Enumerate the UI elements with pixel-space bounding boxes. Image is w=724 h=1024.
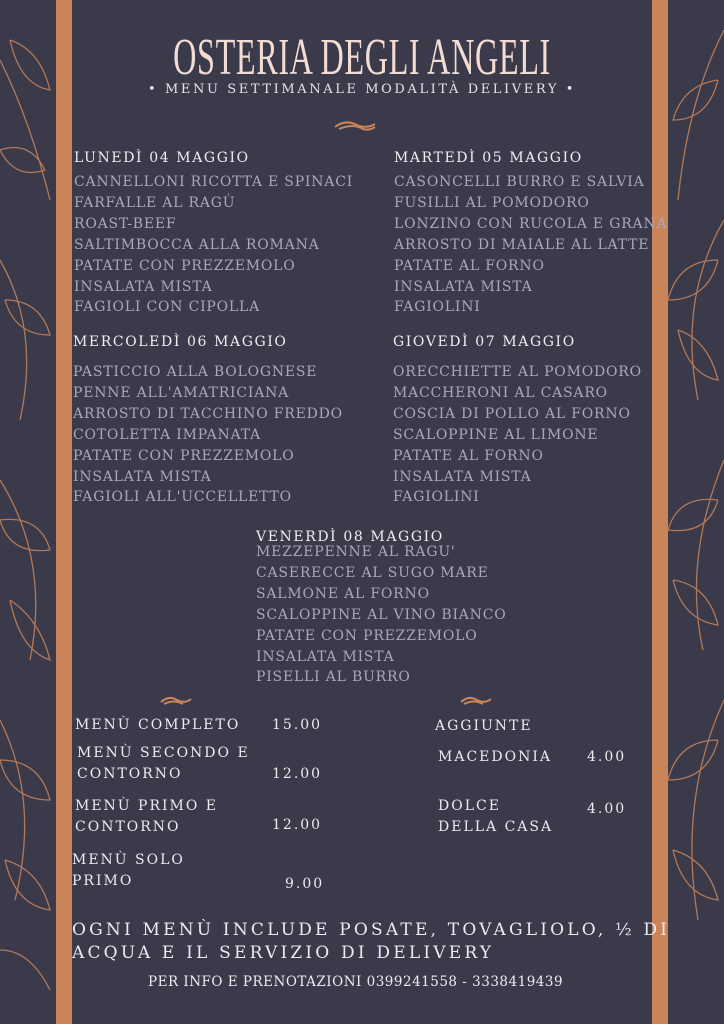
dish: PATATE CON PREZZEMOLO: [256, 627, 478, 644]
dish: ARROSTO DI MAIALE AL LATTE: [394, 236, 650, 253]
macedonia-label: MACEDONIA: [438, 749, 552, 765]
flourish-icon: [159, 695, 193, 707]
dish: PATATE CON PREZZEMOLO: [74, 257, 296, 274]
leaf-pattern-left: [0, 0, 56, 1024]
dish: SALTIMBOCCA ALLA ROMANA: [74, 236, 320, 253]
dish: ROAST-BEEF: [74, 215, 177, 232]
note-line: ACQUA E IL SERVIZIO DI DELIVERY: [72, 943, 495, 963]
label-line: MENÙ PRIMO E: [75, 798, 219, 814]
menu-solo-primo-price: 9.00: [285, 876, 325, 892]
note-line: OGNI MENÙ INCLUDE POSATE, TOVAGLIOLO, ½ DI: [72, 920, 671, 940]
dish: FAGIOLI CON CIPOLLA: [74, 299, 261, 316]
extras-title: AGGIUNTE: [435, 718, 533, 734]
day-title: VENERDÌ 08 MAGGIO: [256, 529, 444, 545]
label-line: PRIMO: [72, 873, 134, 889]
dish: FAGIOLINI: [393, 489, 480, 506]
day-title: MERCOLEDÌ 06 MAGGIO: [73, 334, 288, 350]
dish: PISELLI AL BURRO: [256, 669, 411, 686]
dish: ORECCHIETTE AL POMODORO: [393, 364, 642, 380]
dish: FARFALLE AL RAGÙ: [74, 194, 236, 211]
dish: PENNE ALL'AMATRICIANA: [73, 384, 290, 401]
day-title: LUNEDÌ 04 MAGGIO: [74, 150, 250, 166]
day-title: MARTEDÌ 05 MAGGIO: [394, 150, 583, 166]
menu-primo-label: [75, 796, 218, 838]
label-line: MENÙ SOLO: [72, 852, 185, 868]
dish: INSALATA MISTA: [73, 468, 212, 485]
dish: COSCIA DI POLLO AL FORNO: [393, 405, 631, 422]
contact-info: PER INFO E PRENOTAZIONI 0399241558 - 3338419439: [148, 974, 564, 990]
dish: FAGIOLINI: [394, 299, 481, 316]
label-line: CONTORNO: [75, 819, 181, 835]
dish: SALMONE AL FORNO: [256, 585, 430, 602]
label-line: DELLA CASA: [438, 819, 554, 835]
day-thursday: [393, 334, 642, 508]
dolce-label: [438, 796, 553, 838]
label-line: MENÙ SECONDO E: [77, 745, 250, 761]
day-wednesday: [73, 334, 343, 508]
menu-completo-label: MENÙ COMPLETO: [75, 717, 241, 733]
label-line: DOLCE: [438, 798, 501, 814]
dish: PATATE AL FORNO: [393, 447, 544, 464]
dolce-price: 4.00: [587, 801, 627, 817]
menu-secondo-label: [77, 743, 250, 785]
dish: CASERECCE AL SUGO MARE: [256, 564, 489, 581]
menu-solo-primo-label: [72, 850, 185, 892]
day-tuesday: [394, 150, 667, 318]
restaurant-title: OSTERIA DEGLI ANGELI: [173, 29, 551, 86]
flourish-icon: [333, 119, 377, 133]
left-accent-bar: [56, 0, 72, 1024]
day-title: GIOVEDÌ 07 MAGGIO: [393, 334, 576, 350]
day-friday: [256, 529, 507, 688]
dish: INSALATA MISTA: [394, 278, 533, 295]
dish: SCALOPPINE AL LIMONE: [393, 426, 599, 443]
dish: PASTICCIO ALLA BOLOGNESE: [73, 364, 318, 380]
dish: LONZINO CON RUCOLA E GRANA: [394, 215, 668, 232]
dish: INSALATA MISTA: [256, 648, 395, 665]
dish: CANNELLONI RICOTTA E SPINACI: [74, 174, 354, 190]
menu-subtitle: • MENU SETTIMANALE MODALITÀ DELIVERY •: [147, 82, 577, 97]
dish: MACCHERONI AL CASARO: [393, 384, 608, 401]
day-monday: [74, 150, 353, 318]
dish: INSALATA MISTA: [74, 278, 213, 295]
macedonia-price: 4.00: [587, 749, 627, 765]
dish: INSALATA MISTA: [393, 468, 532, 485]
dish: PATATE AL FORNO: [394, 257, 545, 274]
dish: FUSILLI AL POMODORO: [394, 194, 590, 211]
menu-primo-price: 12.00: [272, 817, 323, 833]
flourish-icon: [459, 695, 493, 707]
dish: FAGIOLI ALL'UCCELLETTO: [73, 489, 292, 506]
label-line: CONTORNO: [77, 766, 183, 782]
dish: CASONCELLI BURRO E SALVIA: [394, 174, 645, 190]
dish: PATATE CON PREZZEMOLO: [73, 447, 295, 464]
dish: SCALOPPINE AL VINO BIANCO: [256, 606, 507, 623]
inclusion-note: [72, 919, 670, 965]
menu-secondo-price: 12.00: [272, 766, 323, 782]
dish: COTOLETTA IMPANATA: [73, 426, 262, 443]
dish: MEZZEPENNE AL RAGU': [256, 544, 456, 560]
leaf-pattern-right: [668, 0, 724, 1024]
dish: ARROSTO DI TACCHINO FREDDO: [73, 405, 343, 422]
menu-completo-price: 15.00: [272, 717, 323, 733]
